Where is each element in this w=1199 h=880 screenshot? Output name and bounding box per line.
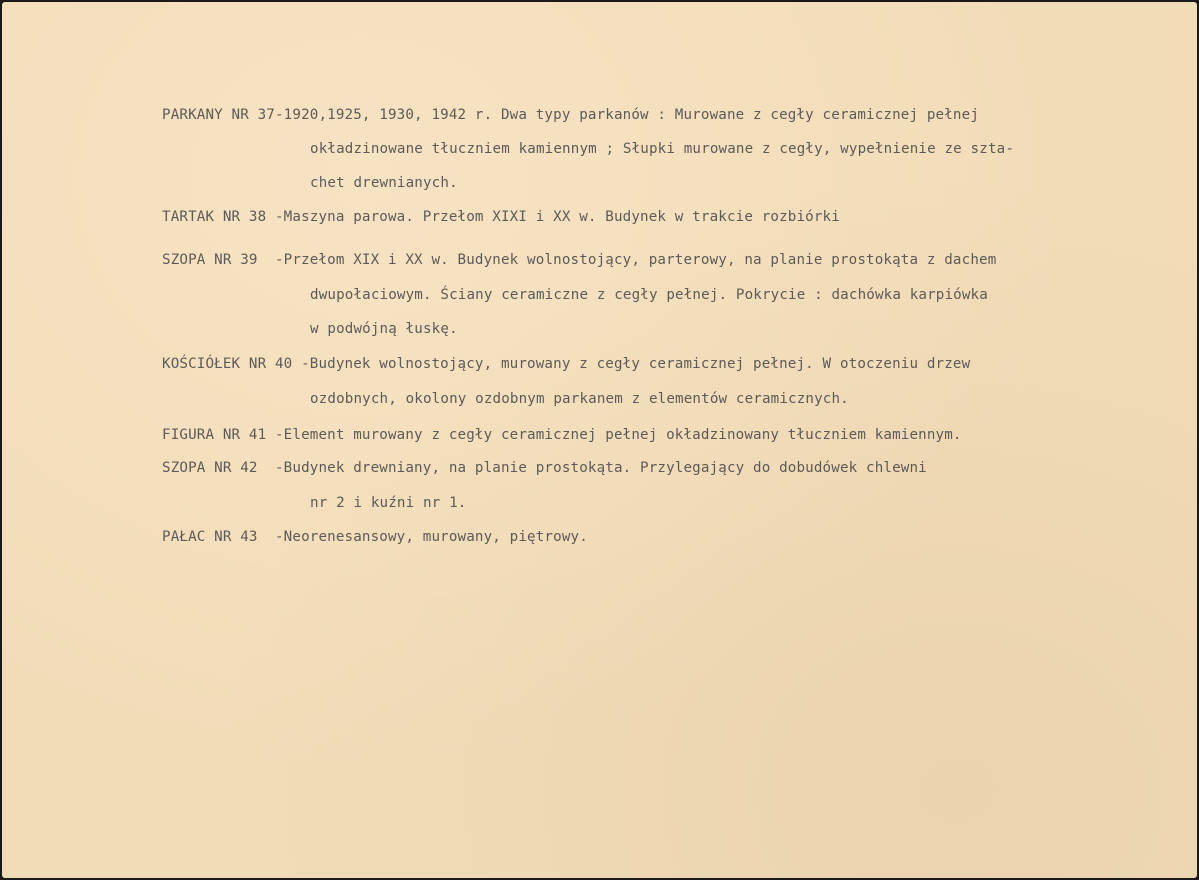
entry-line: FIGURA NR 41 -Element murowany z cegły ceramicznej pełnej okładzinowany tłuczniem kamiennym. — [162, 427, 962, 443]
entry-line: w podwójną łuskę. — [310, 321, 458, 337]
entry-line: TARTAK NR 38 -Maszyna parowa. Przełom XIXI i XX w. Budynek w trakcie rozbiórki — [162, 209, 840, 225]
entry-palac-43 — [2, 2, 1197, 878]
entry-line: SZOPA NR 42 -Budynek drewniany, na planie prostokąta. Przylegający do dobudówek chlewni — [162, 460, 927, 476]
entry-line: okładzinowane tłuczniem kamiennym ; Słupki murowane z cegły, wypełnienie ze szta- — [310, 141, 1015, 157]
entry-line: chet drewnianych. — [310, 175, 458, 191]
entry-line: SZOPA NR 39 -Przełom XIX i XX w. Budynek wolnostojący, parterowy, na planie prostokąta z dachem — [162, 252, 997, 268]
entry-line: nr 2 i kuźni nr 1. — [310, 495, 467, 511]
entry-line: KOŚCIÓŁEK NR 40 -Budynek wolnostojący, murowany z cegły ceramicznej pełnej. W otoczeniu drzew — [162, 356, 971, 372]
entry-line: ozdobnych, okolony ozdobnym parkanem z elementów ceramicznych. — [310, 391, 849, 407]
entry-line: PARKANY NR 37-1920,1925, 1930, 1942 r. Dwa typy parkanów : Murowane z cegły ceramicznej pełnej — [162, 107, 980, 123]
index-card — [2, 2, 1197, 878]
entry-line: PAŁAC NR 43 -Neorenesansowy, murowany, piętrowy. — [162, 529, 588, 545]
entry-line: dwupołaciowym. Ściany ceramiczne z cegły pełnej. Pokrycie : dachówka karpiówka — [310, 287, 988, 303]
